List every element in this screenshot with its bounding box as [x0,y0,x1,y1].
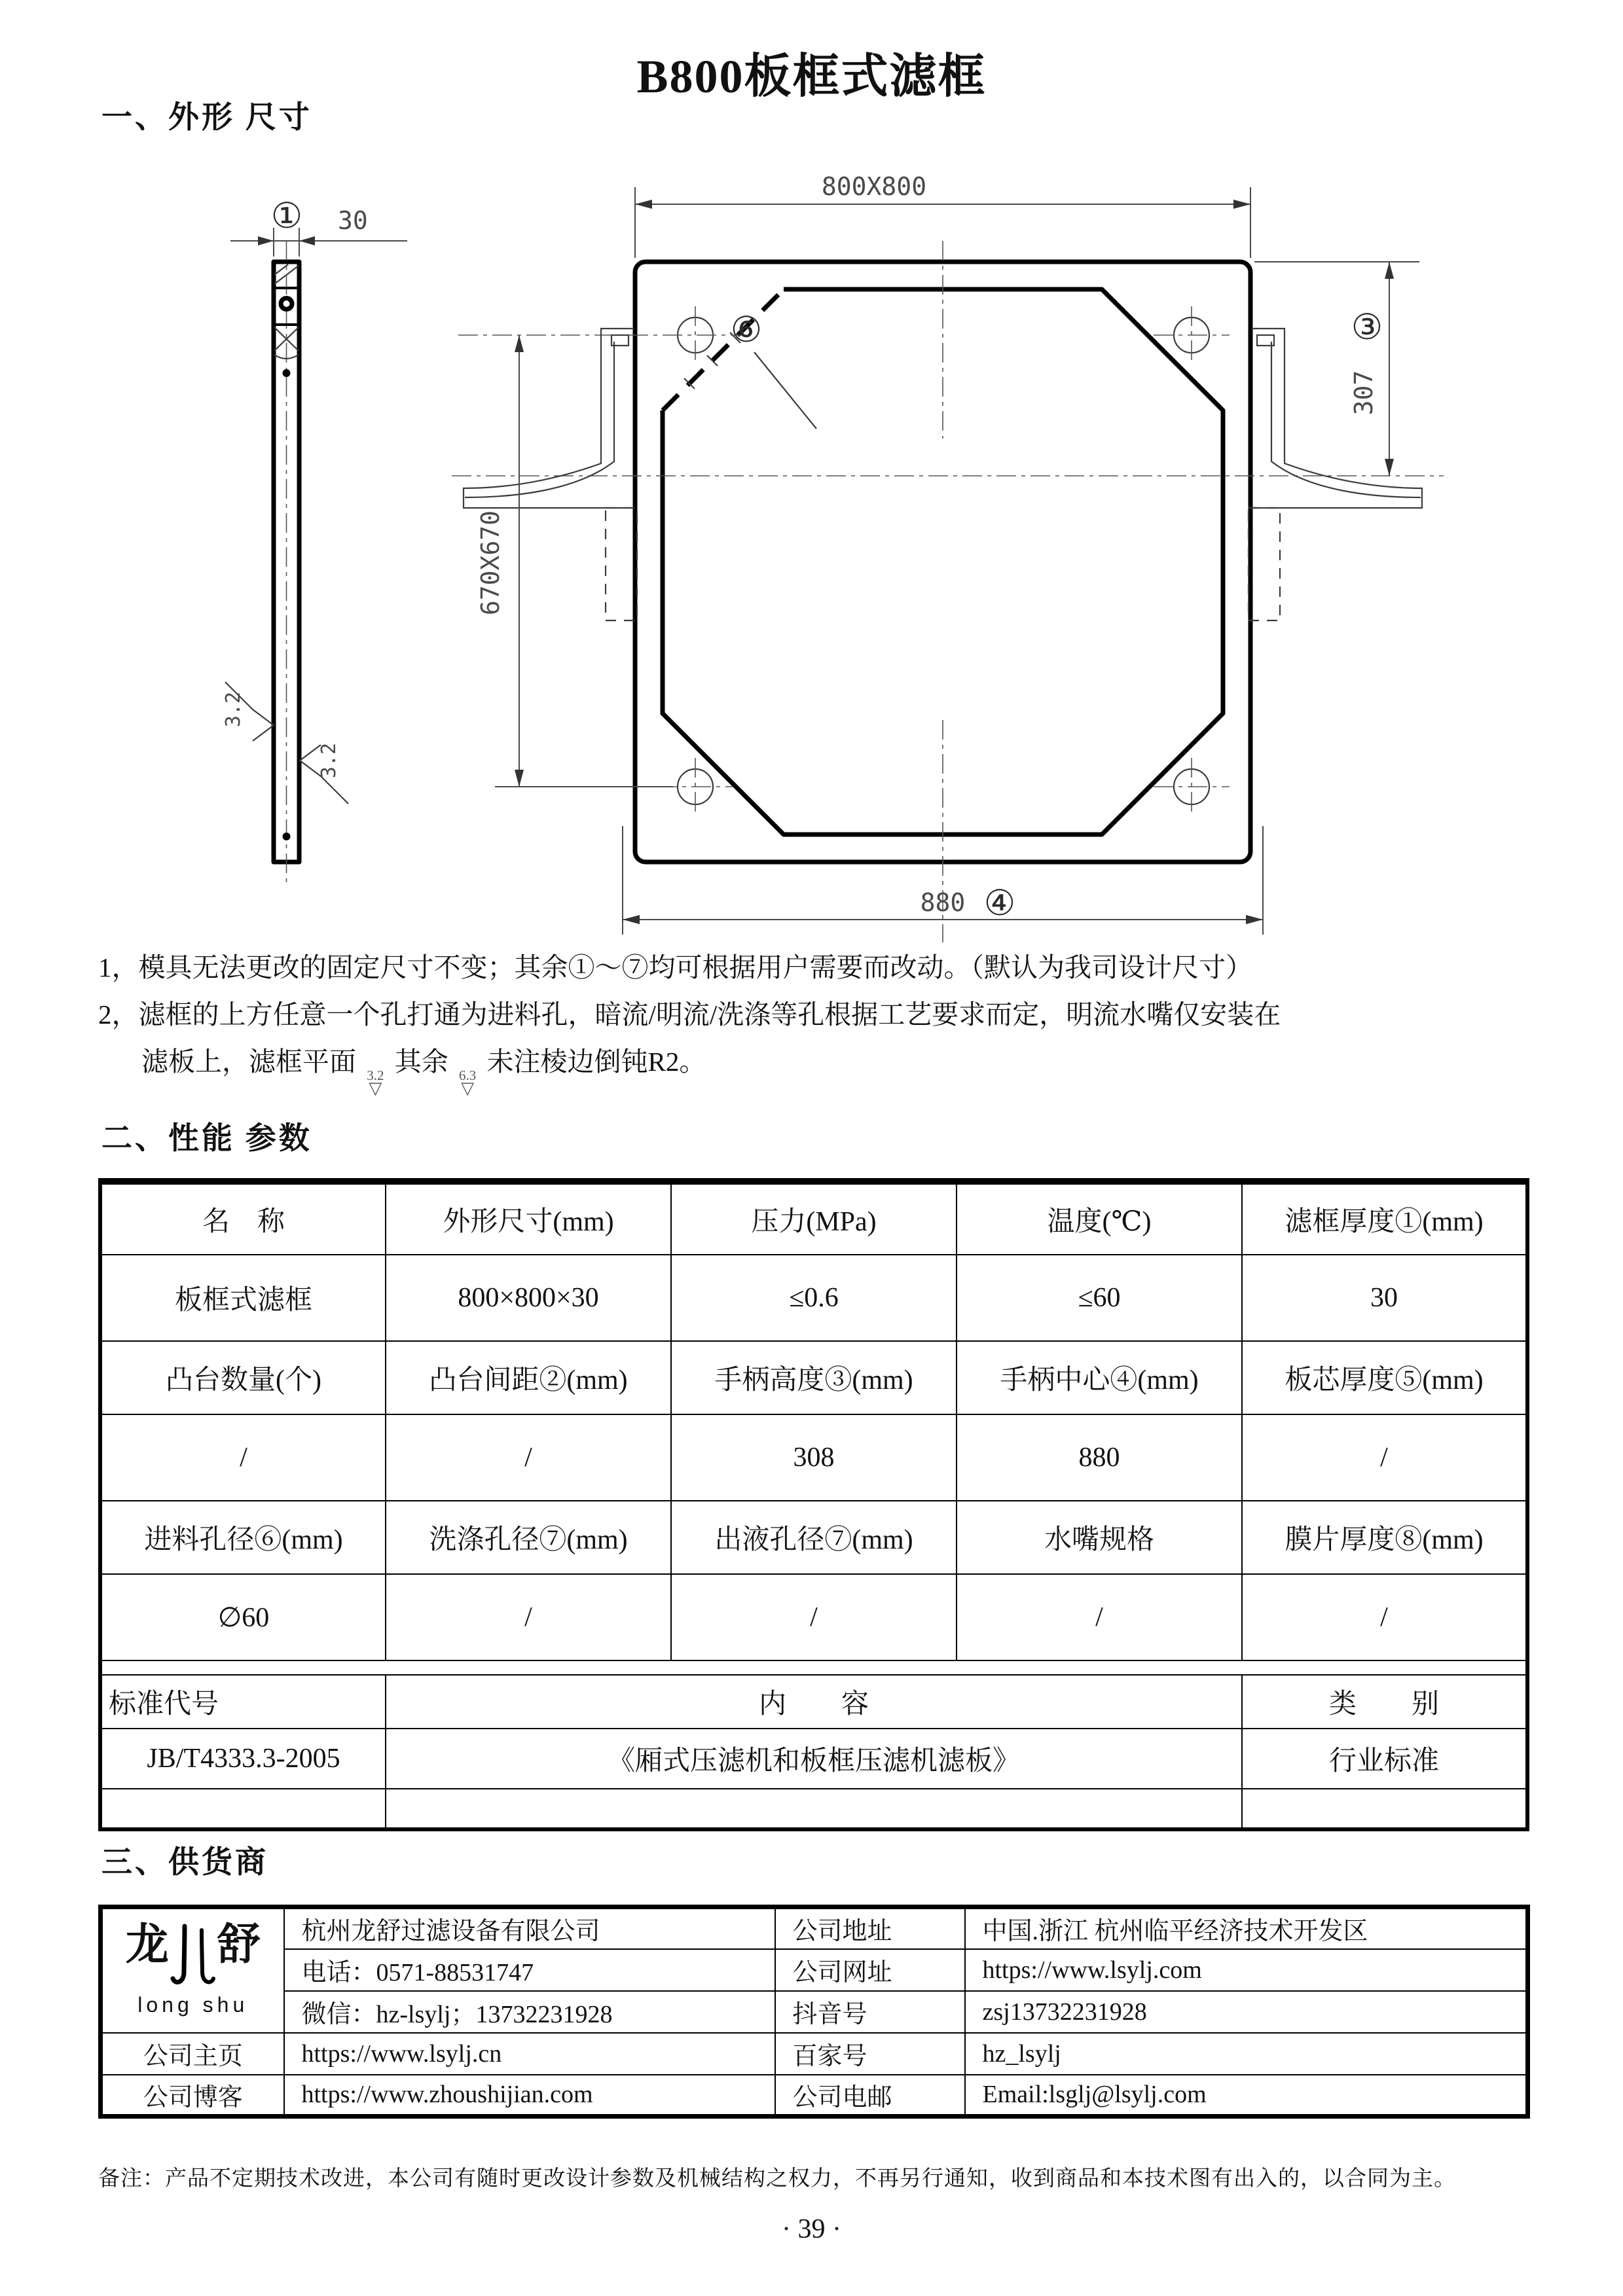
company-phone: 电话：0571-88531747 [284,1949,775,1991]
roughness-mark-icon: ▽ [369,1079,382,1098]
logo-box [103,1921,283,2017]
roughness-mark-icon: ▽ [461,1079,475,1098]
param-value-cell: ≤0.6 [671,1255,957,1341]
param-value-cell: / [100,1414,386,1501]
logo-glyphs [125,1921,261,1989]
field-label-douyin: 抖音号 [775,1991,965,2033]
standard-category-header: 类 别 [1242,1675,1527,1729]
param-value-cell: / [386,1574,671,1660]
param-header-row-2 [100,1341,1527,1414]
param-value-cell: 800×800×30 [386,1255,671,1341]
dimension-lines [230,187,1419,935]
standard-code-header: 标准代号 [100,1675,386,1729]
param-header-cell: 进料孔径⑥(mm) [100,1501,386,1574]
param-header-cell: 手柄高度③(mm) [671,1341,957,1414]
param-value-cell: 板框式滤框 [100,1255,386,1341]
parameter-table [98,1178,1529,1831]
standard-content-value: 《厢式压滤机和板框压滤机滤板》 [386,1729,1242,1789]
side-view [225,241,348,882]
field-label-email: 公司电邮 [775,2075,965,2117]
param-header-cell: 凸台间距②(mm) [386,1341,671,1414]
standard-code-value: JB/T4333.3-2005 [100,1729,386,1789]
company-logo [101,1907,284,2033]
empty-bottom-row [100,1789,1527,1829]
separator-cell [100,1660,1527,1675]
note-2: 2，滤框的上方任意一个孔打通为进料孔，暗流/明流/洗涤等孔根据工艺要求而定，明流水嘴仅安装在 [98,999,1281,1030]
roughness-value-left: 3.2 [222,691,245,728]
separator-row [100,1660,1527,1675]
param-value-cell: ∅60 [100,1574,386,1660]
param-header-cell: 板芯厚度⑤(mm) [1242,1341,1527,1414]
logo-char-shu: 舒 [217,1921,261,1969]
dim-inner-670x670: 670X670 [476,510,505,616]
logo-hooks-icon [169,1924,217,1989]
note-2-text-pre: 滤板上，滤框平面 [141,1047,356,1077]
logo-en-text: long shu [137,1993,249,2017]
hole-centerlines [458,306,1230,816]
roughness-symbol-32: 3.2 ▽ [367,1067,384,1098]
param-value-cell: / [671,1574,957,1660]
footer-note: 备注：产品不定期技术改进，本公司有随时更改设计参数及机械结构之权力，不再另行通知，收到商品和本技术图有出入的，以合同为主。 [98,2167,1456,2191]
standard-content-header: 内 容 [386,1675,1242,1729]
param-header-row-3 [100,1501,1527,1574]
empty-cell [1242,1789,1527,1829]
field-value-website: https://www.lsylj.com [965,1949,1528,1991]
section-heading-dimensions: 一、外形 尺寸 [101,101,312,135]
param-value-row-2 [100,1414,1527,1501]
page-number: · 39 · [782,2214,841,2244]
param-header-cell: 膜片厚度⑧(mm) [1242,1501,1527,1574]
drawing-notes [98,944,1558,1097]
field-label-homepage: 公司主页 [101,2033,284,2075]
param-value-row-1 [100,1255,1527,1341]
param-value-cell: 30 [1242,1255,1527,1341]
param-value-cell: / [1242,1414,1527,1501]
roughness-value-right: 3.2 [318,742,340,779]
supplier-row-2 [101,1949,1528,1991]
supplier-row-3 [101,1991,1528,2033]
field-value-baijia: hz_lsylj [965,2033,1528,2075]
note-2-text-post: 未注棱边倒钝R2。 [486,1047,706,1077]
balloon-label-4: ④ [983,882,1016,924]
supplier-row-5 [101,2075,1528,2117]
company-name: 杭州龙舒过滤设备有限公司 [284,1907,775,1949]
field-label-baijia: 百家号 [775,2033,965,2075]
field-value-blog: https://www.zhoushijian.com [284,2075,775,2117]
param-value-cell: / [386,1414,671,1501]
dim-handle-height-307: 307 [1349,370,1378,416]
section-heading-supplier: 三、供货商 [101,1846,268,1880]
supplier-table [98,1905,1530,2119]
field-label-blog: 公司博客 [101,2075,284,2117]
front-view [452,241,1444,942]
field-value-email: Email:lsglj@lsylj.com [965,2075,1528,2117]
param-value-row-3 [100,1574,1527,1660]
logo-char-long: 龙 [125,1921,169,1969]
company-wechat: 微信：hz-lsylj；13732231928 [284,1991,775,2033]
param-header-cell: 出液孔径⑦(mm) [671,1501,957,1574]
field-value-homepage: https://www.lsylj.cn [284,2033,775,2075]
roughness-symbol-63: 6.3 ▽ [459,1067,477,1098]
dim-outer-800x800: 800X800 [821,172,927,201]
field-value-address: 中国.浙江 杭州临平经济技术开发区 [965,1907,1528,1949]
note-2-text-mid: 其余 [394,1047,448,1077]
param-header-cell: 滤框厚度①(mm) [1242,1181,1527,1255]
field-label-address: 公司地址 [775,1907,965,1949]
param-header-cell: 温度(℃) [957,1181,1242,1255]
note-2-continued [98,1038,1558,1097]
param-header-row-1 [100,1181,1527,1255]
technical-drawing [0,131,1623,956]
right-handle [1249,329,1422,620]
note-1: 1，模具无法更改的固定尺寸不变；其余①～⑦均可根据用户需要而改动。（默认为我司设计尺寸） [98,952,1252,982]
standard-value-row [100,1729,1527,1789]
supplier-row-4 [101,2033,1528,2075]
standard-header-row [100,1675,1527,1729]
param-header-cell: 外形尺寸(mm) [386,1181,671,1255]
param-value-cell: / [1242,1574,1527,1660]
param-value-cell: 880 [957,1414,1242,1501]
param-header-cell: 手柄中心④(mm) [957,1341,1242,1414]
dim-handle-center-880: 880 [920,888,966,917]
param-value-cell: 308 [671,1414,957,1501]
section-heading-parameters: 二、性能 参数 [101,1122,312,1156]
field-label-website: 公司网址 [775,1949,965,1991]
param-value-cell: ≤60 [957,1255,1242,1341]
param-header-cell: 水嘴规格 [957,1501,1242,1574]
field-value-douyin: zsj13732231928 [965,1991,1528,2033]
standard-category-value: 行业标准 [1242,1729,1527,1789]
param-value-cell: / [957,1574,1242,1660]
page-title: B800板框式滤框 [636,50,987,103]
param-header-cell: 压力(MPa) [671,1181,957,1255]
param-header-cell: 名 称 [100,1181,386,1255]
balloon-label-6: ⑥ [730,309,763,350]
balloon-label-3: ③ [1351,306,1383,348]
balloon-label-1: ① [270,195,303,236]
supplier-row-1 [101,1907,1528,1949]
empty-cell [386,1789,1242,1829]
param-header-cell: 凸台数量(个) [100,1341,386,1414]
empty-cell [100,1789,386,1829]
dim-thickness-30: 30 [338,206,368,235]
param-header-cell: 洗涤孔径⑦(mm) [386,1501,671,1574]
